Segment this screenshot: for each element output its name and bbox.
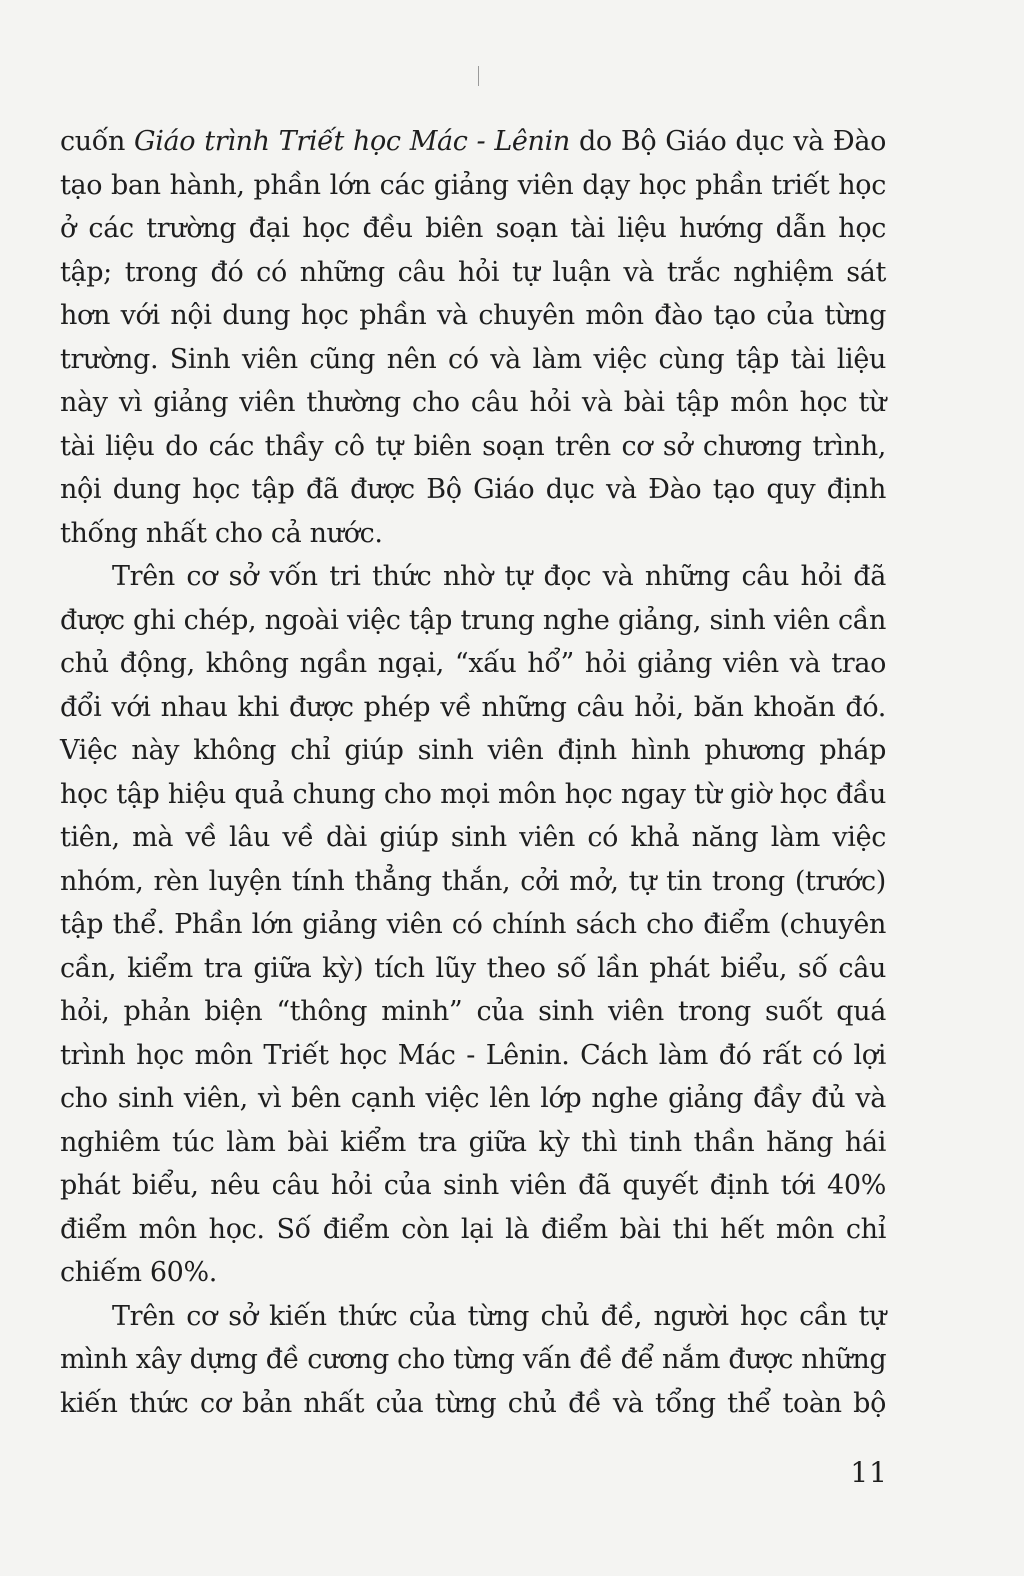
text-line-13: chủ động, không ngần ngại, “xấu hổ” hỏi giảng viên và trao — [60, 648, 886, 679]
text-line-24: nghiêm túc làm bài kiểm tra giữa kỳ thì tinh thần hăng hái — [60, 1126, 886, 1158]
text-line-19: tập thể. Phần lớn giảng viên có chính sách cho điểm (chuyên — [60, 909, 886, 940]
text-line-8: tài liệu do các thầy cô tự biên soạn trên cơ sở chương trình, — [60, 430, 886, 462]
text-line-26: điểm môn học. Số điểm còn lại là điểm bài thi hết môn chỉ — [60, 1213, 886, 1245]
text-line-27: chiếm 60%. — [60, 1257, 218, 1288]
text-line-25: phát biểu, nêu câu hỏi của sinh viên đã quyết định tới 40% — [60, 1170, 886, 1201]
text-line-12: được ghi chép, ngoài việc tập trung nghe giảng, sinh viên cần — [60, 604, 886, 636]
text-line-20: cần, kiểm tra giữa kỳ) tích lũy theo số lần phát biểu, số câu — [60, 952, 886, 984]
text-line-1: cuốn Giáo trình Triết học Mác - Lênin do Bộ Giáo dục và Đào — [60, 126, 886, 157]
text-line-17: tiên, mà về lâu về dài giúp sinh viên có khả năng làm việc — [60, 822, 886, 853]
text-line-28: Trên cơ sở kiến thức của từng chủ đề, người học cần tự — [112, 1300, 886, 1332]
text-line-22: trình học môn Triết học Mác - Lênin. Cách làm đó rất có lợi — [60, 1039, 886, 1071]
text-line-18: nhóm, rèn luyện tính thẳng thắn, cởi mở, tự tin trong (trước) — [60, 865, 886, 897]
text-line-2: tạo ban hành, phần lớn các giảng viên dạy học phần triết học — [60, 169, 886, 201]
text-line-29: mình xây dựng đề cương cho từng vấn đề để nắm được những — [60, 1344, 887, 1375]
text-line-6: trường. Sinh viên cũng nên có và làm việc cùng tập tài liệu — [60, 343, 886, 375]
text-line-15: Việc này không chỉ giúp sinh viên định hình phương pháp — [60, 735, 886, 766]
text-line-5: hơn với nội dung học phần và chuyên môn đào tạo của từng — [60, 300, 886, 331]
text-line-21: hỏi, phản biện “thông minh” của sinh viên trong suốt quá — [60, 996, 886, 1027]
text-line-30: kiến thức cơ bản nhất của từng chủ đề và tổng thể toàn bộ — [60, 1387, 886, 1419]
text-line-11: Trên cơ sở vốn tri thức nhờ tự đọc và những câu hỏi đã — [112, 561, 886, 592]
gutter-mark — [478, 66, 479, 86]
book-title: Giáo trình Triết học Mác - Lênin — [134, 126, 570, 157]
text-line-9: nội dung học tập đã được Bộ Giáo dục và Đào tạo quy định — [60, 474, 886, 505]
text-line-10: thống nhất cho cả nước. — [60, 517, 383, 549]
text-line-4: tập; trong đó có những câu hỏi tự luận và trắc nghiệm sát — [60, 256, 886, 288]
text-line-23: cho sinh viên, vì bên cạnh việc lên lớp nghe giảng đầy đủ và — [60, 1083, 886, 1114]
text-line-3: ở các trường đại học đều biên soạn tài liệu hướng dẫn học — [60, 213, 886, 244]
text-line-16: học tập hiệu quả chung cho mọi môn học ngay từ giờ học đầu — [60, 778, 886, 810]
text-line-7: này vì giảng viên thường cho câu hỏi và bài tập môn học từ — [60, 387, 886, 418]
body-text — [60, 120, 886, 1425]
page-number: 11 — [850, 1456, 888, 1489]
text-line-14: đổi với nhau khi được phép về những câu hỏi, băn khoăn đó. — [60, 691, 886, 723]
